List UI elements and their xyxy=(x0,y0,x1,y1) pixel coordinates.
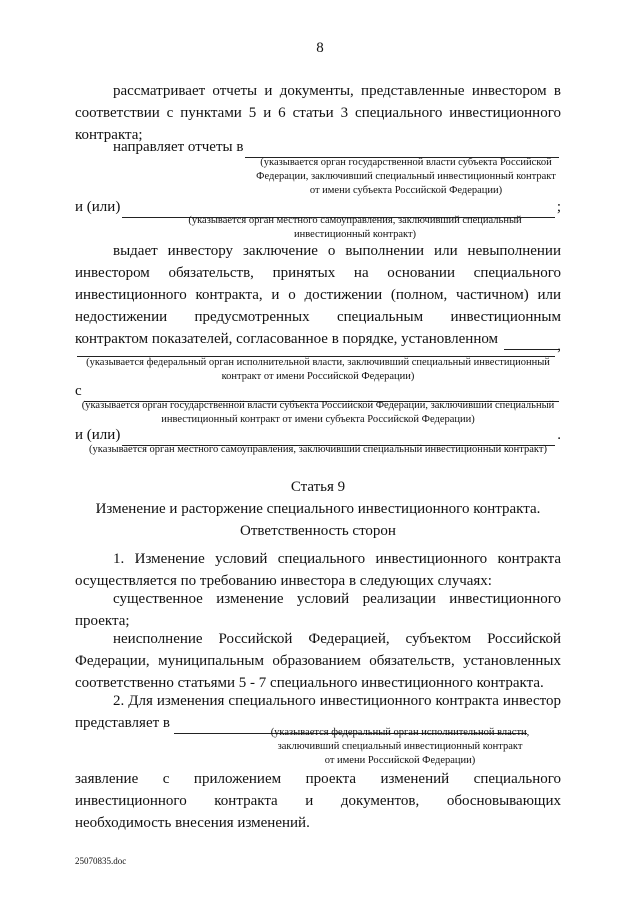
text-line: неисполнение Российской Федерацией, субъектом Российской xyxy=(113,631,561,647)
caption-regional-authority-2 xyxy=(75,399,561,427)
text-line: недостижении предусмотренных специальным инвестиционным xyxy=(75,309,561,325)
caption-line: (указывается орган государственной власти субъекта Российской xyxy=(260,157,552,168)
text-lead: направляет отчеты в xyxy=(113,139,244,155)
line-federal-authority xyxy=(75,335,561,357)
text-line: заявление с приложением проекта изменений специального xyxy=(75,771,561,787)
text-line: 2. Для изменения специального инвестиционного контракта инвестор xyxy=(113,693,561,709)
caption-line: Федерации, заключивший специальный инвестиционный контракт xyxy=(256,171,556,182)
text-lead: представляет в xyxy=(75,715,170,731)
caption-line: (указывается орган местного самоуправления, заключивший специальный инвестиционный контракт) xyxy=(89,444,547,455)
text-line: соответствии с пунктами 5 и 6 статьи 3 специального инвестиционного xyxy=(75,105,561,121)
text-line: необходимость внесения изменений. xyxy=(75,815,310,831)
caption-line: (указывается федеральный орган исполнительной власти, заключивший специальный инвестиционный xyxy=(86,357,550,368)
caption-line: инвестиционный контракт от имени субъекта Российской Федерации) xyxy=(161,414,475,425)
file-name-footer: 25070835.doc xyxy=(75,856,127,866)
text-line: контракта; xyxy=(75,127,143,143)
article-heading xyxy=(75,476,561,542)
article-number: Статья 9 xyxy=(290,479,346,495)
caption-line: от имени субъекта Российской Федерации) xyxy=(309,185,503,196)
page-number: 8 xyxy=(316,40,324,56)
caption-line: контракт от имени Российской Федерации) xyxy=(221,371,415,382)
text-line: существенное изменение условий реализации инвестиционного xyxy=(113,591,561,607)
paragraph-significant-change xyxy=(75,588,561,632)
paragraph-issues-conclusion xyxy=(75,240,561,350)
article-title: Изменение и расторжение специального инвестиционного контракта. xyxy=(95,501,541,517)
text-lead: с xyxy=(75,383,82,399)
text-tail: . xyxy=(557,427,561,443)
caption-line: заключивший специальный инвестиционный контракт xyxy=(277,741,523,752)
text-line: инвестором обязательств, принятых на основании специального xyxy=(75,265,561,281)
caption-federal-authority-2 xyxy=(255,726,545,768)
text-line: проекта; xyxy=(75,613,130,629)
text-line: Федерации, муниципальным образованием обязательств, установленных xyxy=(75,653,561,669)
fill-line xyxy=(77,342,555,357)
text-tail: , xyxy=(557,338,561,354)
text-tail: ; xyxy=(556,199,561,215)
caption-line: инвестиционный контракт) xyxy=(293,229,417,240)
caption-municipal-authority-2 xyxy=(75,443,561,457)
paragraph-non-performance xyxy=(75,628,561,694)
paragraph-clause-1 xyxy=(75,548,561,592)
caption-line: от имени Российской Федерации) xyxy=(324,755,476,766)
text-line: осуществляется по требованию инвестора в следующих случаях: xyxy=(75,573,492,589)
text-line: соответственно статьями 5 - 7 специального инвестиционного контракта. xyxy=(75,675,544,691)
text-line: рассматривает отчеты и документы, представленные инвестором в xyxy=(113,83,561,99)
text-lead: и (или) xyxy=(75,427,121,443)
text-line: инвестиционного контракта и документов, обосновывающих xyxy=(75,793,561,809)
caption-line: (указывается федеральный орган исполнительной власти, xyxy=(270,727,530,738)
paragraph-application xyxy=(75,768,561,834)
caption-line: (указывается орган местного самоуправления, заключивший специальный xyxy=(188,215,522,226)
text-line: выдает инвестору заключение о выполнении или невыполнении xyxy=(113,243,561,259)
article-title: Ответственность сторон xyxy=(240,523,396,539)
line-sends-reports xyxy=(113,136,561,158)
text-line: 1. Изменение условий специального инвестиционного контракта xyxy=(113,551,561,567)
caption-regional-authority xyxy=(250,156,562,198)
text-line: инвестиционного контракта, и о достижении (полном, частичном) или xyxy=(75,287,561,303)
caption-line: (указывается орган государственной власти субъекта Российской Федерации, заключивший специальный xyxy=(81,400,555,411)
text-line: контрактом показателей, согласованное в порядке, установленном xyxy=(75,331,499,347)
caption-municipal-authority xyxy=(165,214,545,242)
text-lead: и (или) xyxy=(75,199,121,215)
